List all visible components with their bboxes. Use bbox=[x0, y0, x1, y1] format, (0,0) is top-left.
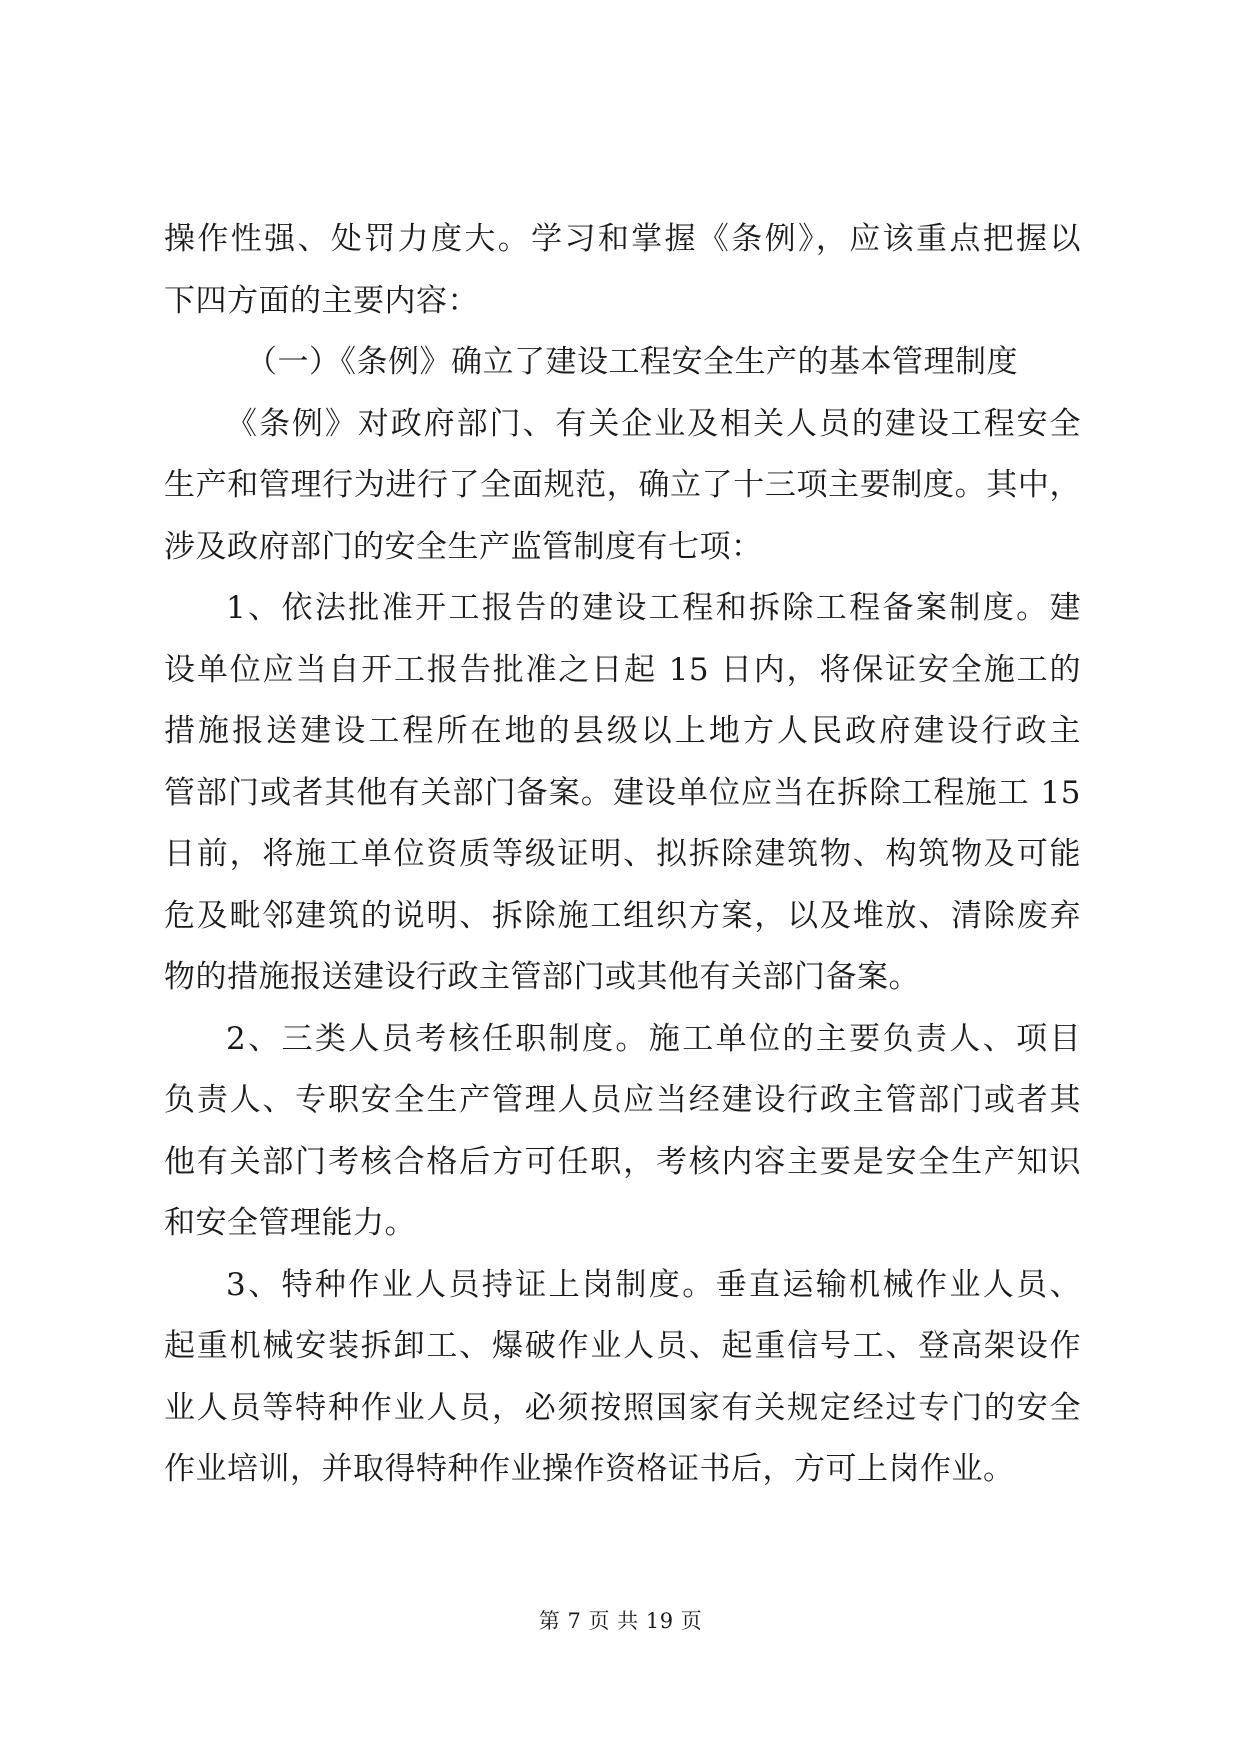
paragraph-line: 生产和管理行为进行了全面规范，确立了十三项主要制度。其中， bbox=[164, 467, 1081, 503]
paragraph-line: 他有关部门考核合格后方可任职，考核内容主要是安全生产知识 bbox=[164, 1143, 1081, 1180]
paragraph-line: 下四方面的主要内容： bbox=[164, 282, 479, 319]
document-body bbox=[164, 209, 1081, 1501]
paragraph-line: 起重机械安装拆卸工、爆破作业人员、起重信号工、登高架设作 bbox=[164, 1328, 1081, 1364]
paragraph-line: 操作性强、处罚力度大。学习和掌握《条例》，应该重点把握以 bbox=[164, 221, 1081, 257]
paragraph-line: 危及毗邻建筑的说明、拆除施工组织方案，以及堆放、清除废弃 bbox=[164, 897, 1081, 934]
paragraph-line: 措施报送建设工程所在地的县级以上地方人民政府建设行政主 bbox=[164, 713, 1081, 749]
paragraph-line: 2、三类人员考核任职制度。施工单位的主要负责人、项目 bbox=[226, 1020, 1081, 1057]
paragraph-line: 和安全管理能力。 bbox=[164, 1205, 416, 1241]
paragraph-line: 作业培训，并取得特种作业操作资格证书后，方可上岗作业。 bbox=[164, 1451, 1015, 1487]
paragraph-line: 涉及政府部门的安全生产监管制度有七项： bbox=[164, 528, 763, 565]
paragraph-line: 负责人、专职安全生产管理人员应当经建设行政主管部门或者其 bbox=[164, 1082, 1081, 1118]
paragraph-line: 3、特种作业人员持证上岗制度。垂直运输机械作业人员、 bbox=[226, 1266, 1081, 1303]
paragraph-line: 《条例》对政府部门、有关企业及相关人员的建设工程安全 bbox=[226, 405, 1081, 442]
page-footer: 第 7 页 共 19 页 bbox=[538, 1609, 703, 1633]
paragraph-line: 物的措施报送建设行政主管部门或其他有关部门备案。 bbox=[164, 959, 920, 995]
paragraph-line: 业人员等特种作业人员，必须按照国家有关规定经过专门的安全 bbox=[164, 1389, 1081, 1426]
paragraph-line: 管部门或者其他有关部门备案。建设单位应当在拆除工程施工 15 bbox=[164, 774, 1081, 811]
section-heading: （一）《条例》确立了建设工程安全生产的基本管理制度 bbox=[246, 344, 1018, 380]
paragraph-line: 1、依法批准开工报告的建设工程和拆除工程备案制度。建 bbox=[226, 590, 1081, 626]
paragraph-line: 日前，将施工单位资质等级证明、拟拆除建筑物、构筑物及可能 bbox=[164, 836, 1081, 872]
paragraph-line: 设单位应当自开工报告批准之日起 15 日内，将保证安全施工的 bbox=[164, 651, 1081, 688]
